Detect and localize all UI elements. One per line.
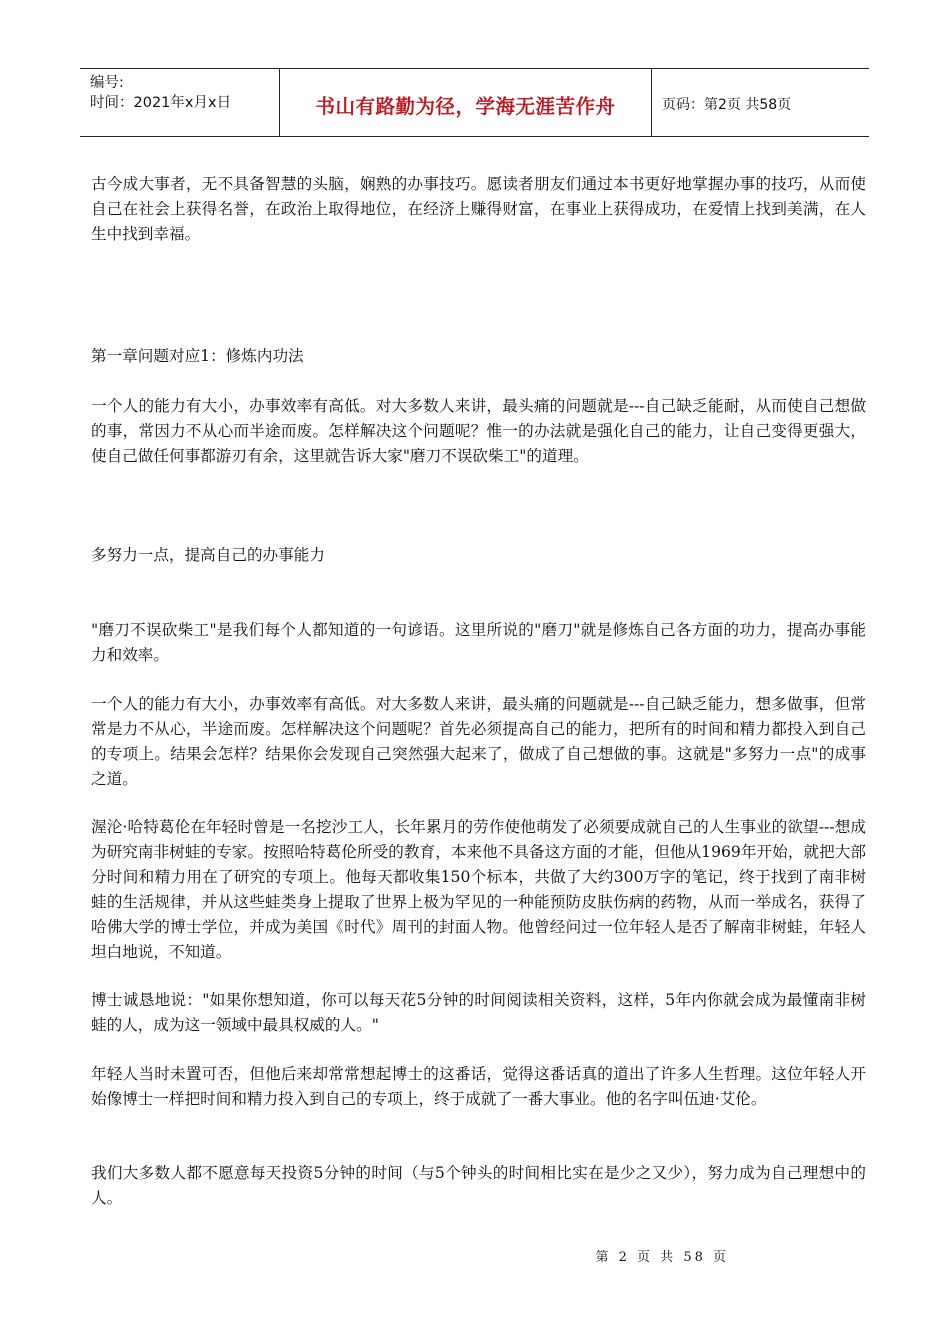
body-paragraph: 一个人的能力有大小，办事效率有高低。对大多数人来讲，最头痛的问题就是---自己缺乏能力，想多做事，但常常是力不从心，半途而废。怎样解决这个问题呢？首先必须提高自己的能力，把所有的时间和精力都投入到自己的专项上。结果会怎样？结果你会发现自己突然强大起来了，做成了自己想做的事。这就是"多努力一点"的成事之道。: [91, 695, 866, 788]
body-paragraph: 博士诚恳地说："如果你想知道，你可以每天花5分钟的时间阅读相关资料，这样，5年内你就会成为最懂南非树蛙的人，成为这一领域中最具权威的人。": [91, 991, 866, 1034]
intro-paragraph: 古今成大事者，无不具备智慧的头脑，娴熟的办事技巧。愿读者朋友们通过本书更好地掌握办事的技巧，从而使自己在社会上获得名誉，在政治上取得地位，在经济上赚得财富，在事业上获得成功，在爱情上找到美满，在人生中找到幸福。: [91, 175, 866, 243]
body-paragraph: "磨刀不误砍柴工"是我们每个人都知道的一句谚语。这里所说的"磨刀"就是修炼自己各方面的功力，提高办事能力和效率。: [91, 621, 866, 664]
body-paragraph: 我们大多数人都不愿意每天投资5分钟的时间（与5个钟头的时间相比实在是少之又少），努力成为自己理想中的人。: [91, 1164, 866, 1207]
document-id-label: 编号:: [90, 75, 124, 91]
header-meta: [80, 69, 280, 136]
header-motto-cell: [280, 69, 652, 136]
header-motto: 书山有路勤为径，学海无涯苦作舟: [315, 94, 616, 118]
header-page-info-cell: [652, 69, 869, 136]
body-paragraph: 一个人的能力有大小，办事效率有高低。对大多数人来讲，最头痛的问题就是---自己缺乏能耐，从而使自己想做的事，常因力不从心而半途而废。怎样解决这个问题呢？惟一的办法就是强化自己的能力，让自己变得更强大，使自己做任何事都游刃有余，这里就告诉大家"磨刀不误砍柴工"的道理。: [91, 397, 866, 465]
chapter-heading: 第一章问题对应1：修炼内功法: [91, 347, 304, 365]
body-paragraph: 渥沦·哈特葛伦在年轻时曾是一名挖沙工人，长年累月的劳作使他萌发了必须要成就自己的人生事业的欲望---想成为研究南非树蛙的专家。按照哈特葛伦所受的教育，本来他不具备这方面的才能，但他从1969年开始，就把大部分时间和精力用在了研究的专项上。他每天都收集150个标本，共做了大约300万字的笔记，终于找到了南非树蛙的生活规律，并从这些蛙类身上提取了世界上极为罕见的一种能预防皮肤伤病的药物，从而一举成名，获得了哈佛大学的博士学位，并成为美国《时代》周刊的封面人物。他曾经问过一位年轻人是否了解南非树蛙，年轻人坦白地说，不知道。: [91, 818, 866, 961]
section-heading: 多努力一点，提高自己的办事能力: [91, 546, 325, 564]
header-page-info: 页码：第2页 共58页: [662, 96, 792, 113]
body-paragraph: 年轻人当时未置可否，但他后来却常常想起博士的这番话，觉得这番话真的道出了许多人生哲理。这位年轻人开始像博士一样把时间和精力投入到自己的专项上，终于成就了一番大事业。他的名字叫伍迪·艾伦。: [91, 1065, 866, 1108]
page-header: [80, 68, 869, 137]
page-footer: 第 2 页 共 58 页: [595, 1250, 729, 1265]
document-date: 时间：2021年x月x日: [90, 95, 232, 111]
